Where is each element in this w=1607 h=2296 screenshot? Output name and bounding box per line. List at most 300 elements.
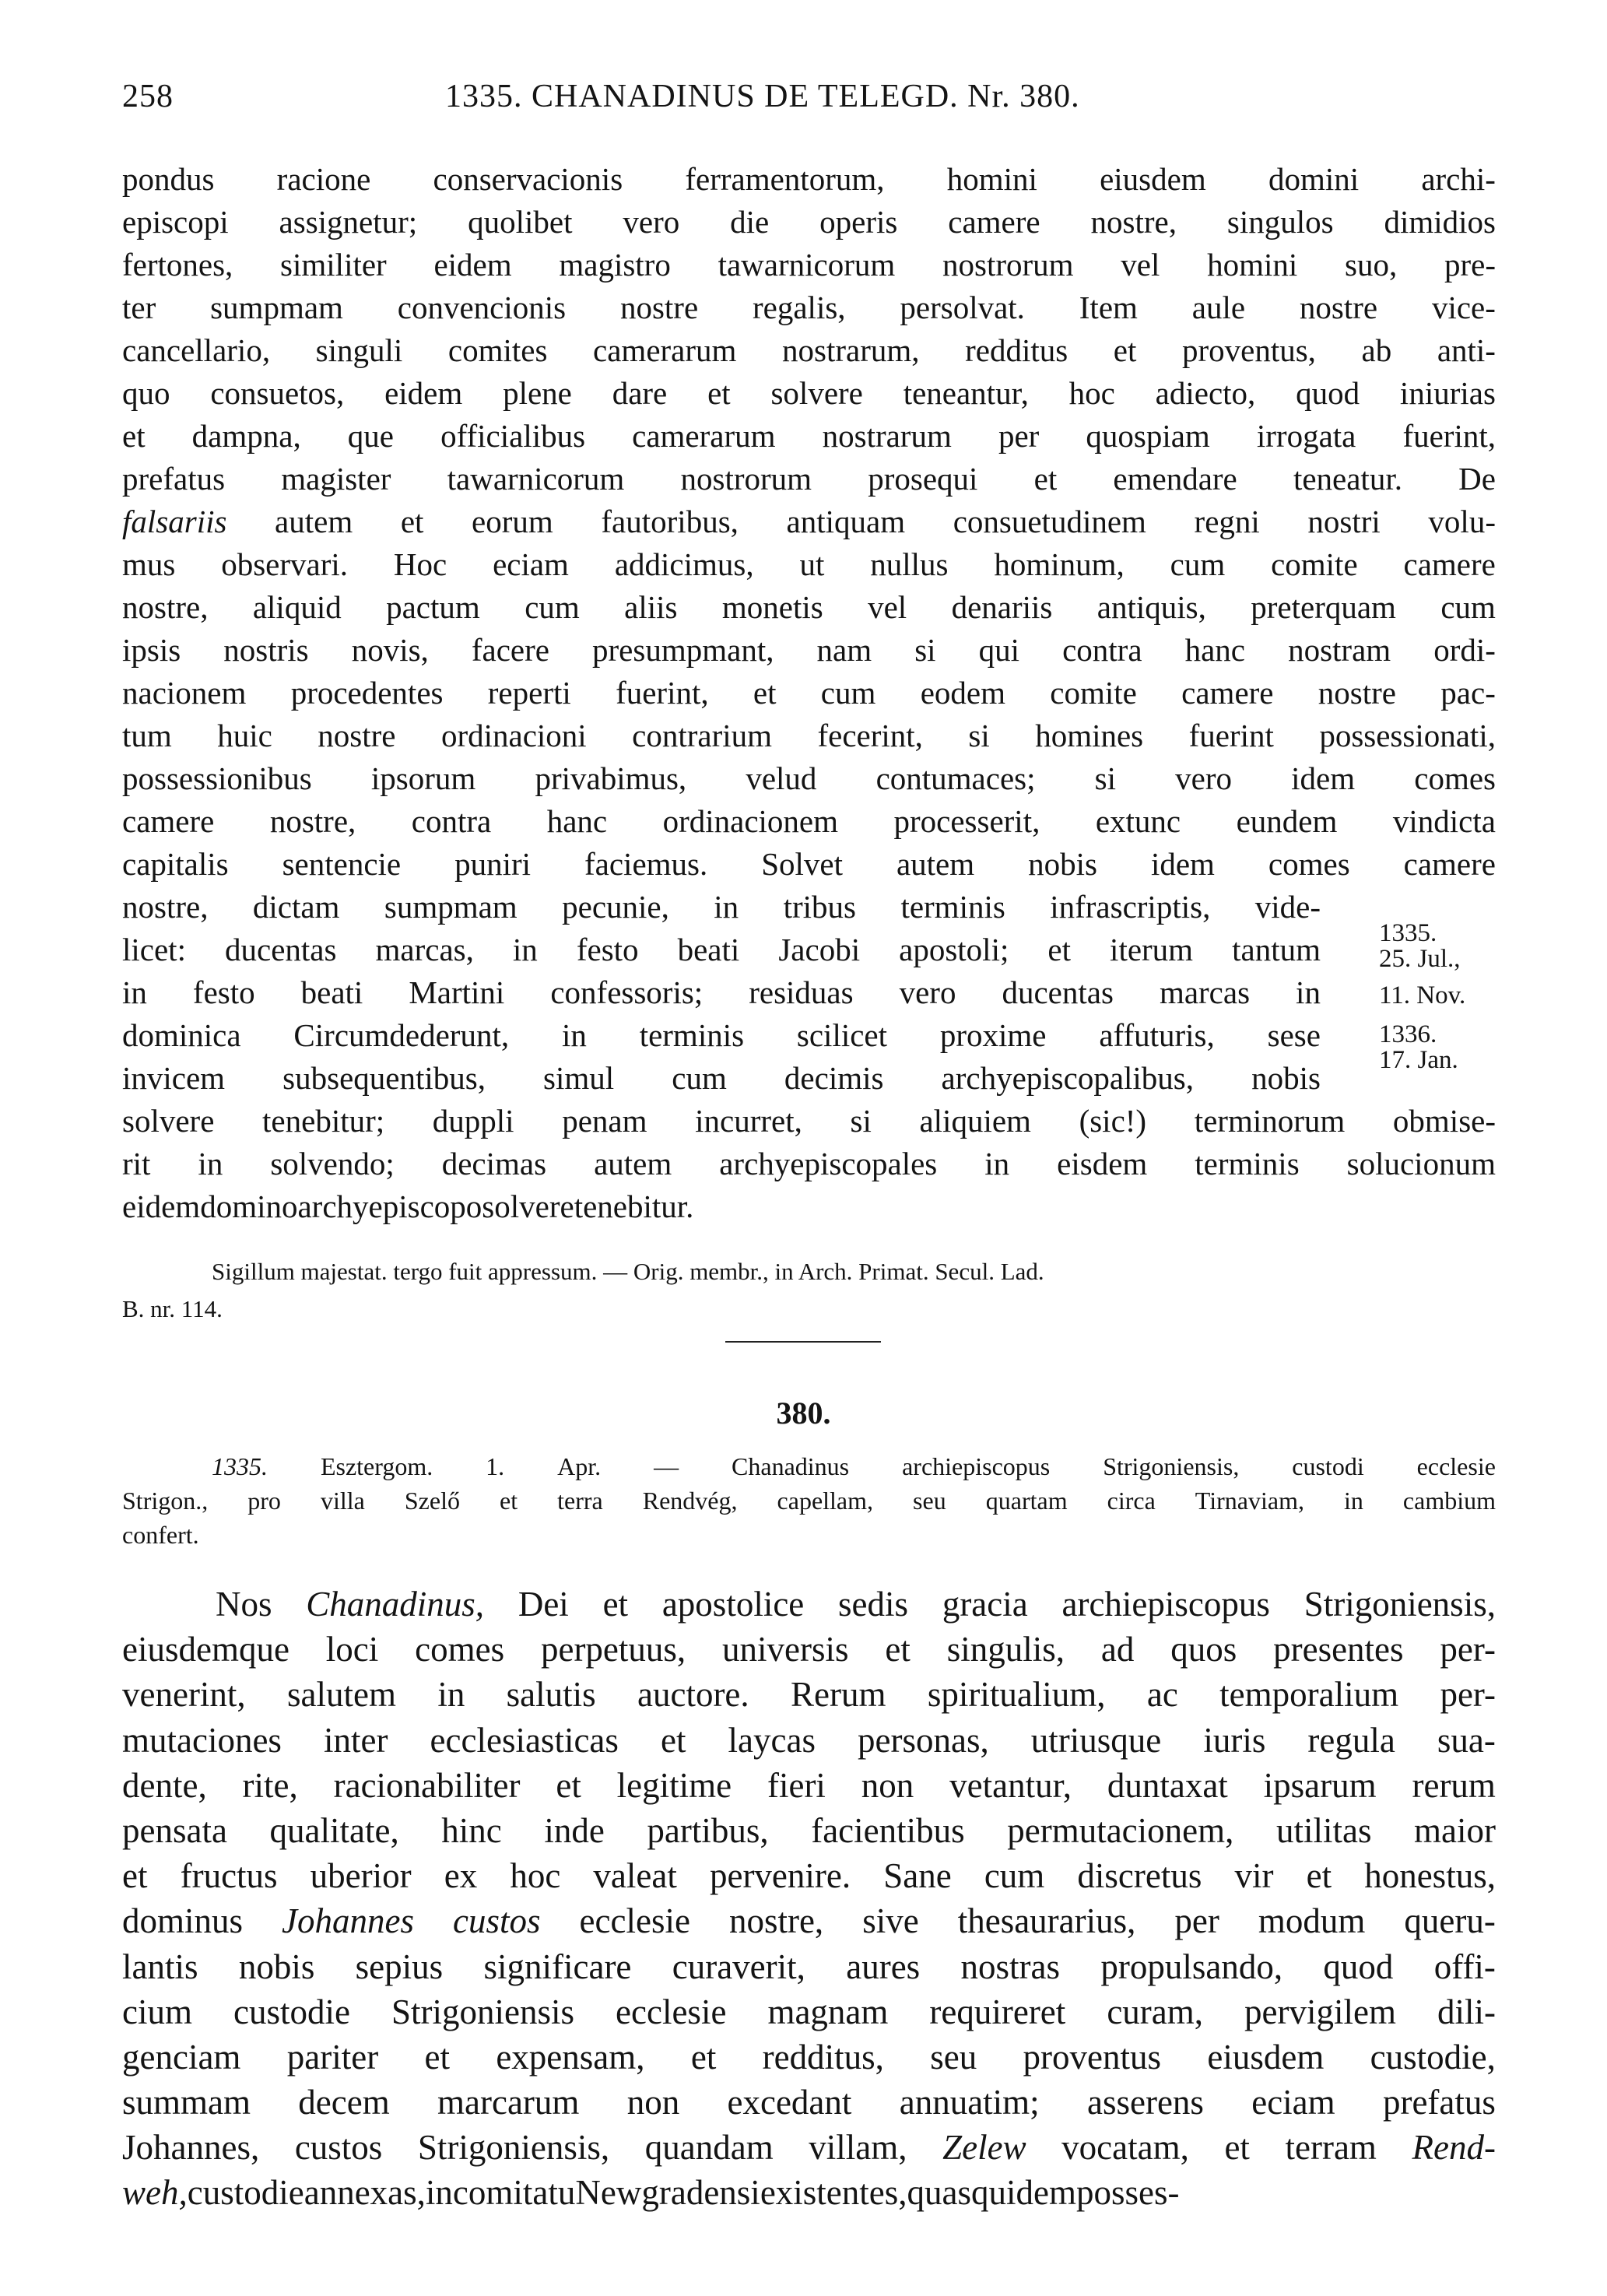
word: eodem <box>920 675 1005 711</box>
word: camerarum <box>632 418 776 454</box>
word: beati <box>300 974 363 1010</box>
text-line <box>122 329 1496 372</box>
word: contra <box>1062 632 1142 668</box>
word: quospiam <box>1086 418 1210 454</box>
word: Rerum <box>791 1675 886 1715</box>
word: salutis <box>506 1675 596 1715</box>
word: camere <box>948 204 1040 240</box>
word: dominica <box>122 1017 241 1053</box>
word: seu <box>913 1487 946 1515</box>
word: Jacobi <box>778 932 861 967</box>
word: annexas, <box>304 2173 426 2213</box>
word: duppli <box>432 1103 514 1139</box>
word: significare <box>483 1947 632 1986</box>
word: inde <box>544 1810 605 1850</box>
word: infrascriptis, <box>1050 889 1211 925</box>
word: archyepiscopalibus, <box>941 1060 1195 1096</box>
word: terminorum <box>1194 1103 1346 1139</box>
word: possessionati, <box>1319 718 1496 753</box>
word: Sane <box>883 1856 952 1896</box>
word: apostoli; <box>899 932 1009 967</box>
word: autem <box>594 1146 672 1181</box>
word: nostrarum, <box>782 332 920 368</box>
body-line <box>122 1898 1496 1943</box>
word: emendare <box>1113 461 1237 497</box>
word: apostolice <box>661 1585 805 1624</box>
word: sepius <box>355 1947 444 1986</box>
word: assignetur; <box>279 204 418 240</box>
word: episcopi <box>122 204 229 240</box>
word: villam, <box>809 2128 907 2168</box>
word: incurret, <box>695 1103 802 1139</box>
word: eundem <box>1236 803 1338 839</box>
word: beati <box>677 932 740 967</box>
word: per- <box>1440 1630 1496 1669</box>
word: perpetuus, <box>540 1630 686 1669</box>
word: archyepiscopales <box>719 1146 938 1181</box>
word: in <box>1296 974 1321 1010</box>
word: nostrorum <box>680 461 812 497</box>
word: ex <box>444 1856 478 1896</box>
word: genciam <box>122 2037 241 2077</box>
section-divider <box>725 1341 881 1343</box>
word: temporalium <box>1219 1675 1399 1715</box>
word: ecclesie <box>579 1901 690 1941</box>
word: pariter <box>286 2037 379 2077</box>
word: (sic!) <box>1079 1103 1147 1139</box>
word: licet: <box>122 932 186 967</box>
word: consuetudinem <box>953 504 1146 539</box>
word: posses- <box>1076 2173 1180 2213</box>
word: solvendo; <box>270 1146 395 1181</box>
word: pensata <box>122 1810 227 1850</box>
word: et <box>753 675 777 711</box>
word: nostris <box>223 632 309 668</box>
word: vero <box>1175 760 1232 796</box>
word: Zelew <box>942 2128 1026 2168</box>
word: valeat <box>593 1856 677 1896</box>
word: Rend- <box>1412 2128 1496 2168</box>
word: universis <box>722 1630 849 1669</box>
word: proventus <box>1023 2037 1162 2077</box>
word: queru- <box>1404 1901 1496 1941</box>
word: extunc <box>1095 803 1181 839</box>
word: marcas <box>1159 974 1251 1010</box>
word: capitalis <box>122 846 229 882</box>
word: regalis, <box>753 290 846 325</box>
word: addicimus, <box>614 546 754 582</box>
word: preterquam <box>1251 589 1396 625</box>
word: teneatur. <box>1293 461 1402 497</box>
body-line <box>122 1853 1496 1898</box>
word: vocatam, <box>1061 2128 1189 2168</box>
word: solucionum <box>1346 1146 1496 1181</box>
word: duntaxat <box>1107 1765 1228 1805</box>
word: magistro <box>559 247 671 283</box>
word: denariis <box>951 589 1053 625</box>
word: vice- <box>1431 290 1496 325</box>
word: comite <box>1271 546 1358 582</box>
word: facere <box>471 632 549 668</box>
word: tawarnicorum <box>447 461 625 497</box>
word: dictam <box>252 889 340 925</box>
text-line <box>122 372 1496 415</box>
word: venerint, <box>122 1675 246 1715</box>
word: vero <box>899 974 956 1010</box>
word: idem <box>1291 760 1356 796</box>
word: solvere <box>770 375 863 411</box>
word: pecunie, <box>562 889 669 925</box>
word: Newgradensi <box>575 2173 760 2213</box>
word: eiusdem <box>1100 161 1206 197</box>
word: et <box>885 1630 911 1669</box>
text-line <box>122 1185 1496 1228</box>
word: eiusdem <box>1207 2037 1325 2077</box>
word: fecerint, <box>817 718 923 753</box>
word: et <box>1033 461 1058 497</box>
word: ipsarum <box>1263 1765 1377 1805</box>
body-line <box>122 1718 1496 1763</box>
word: vindicta <box>1392 803 1496 839</box>
text-line <box>122 543 1496 586</box>
word: autem <box>275 504 353 539</box>
text-line <box>122 500 1496 543</box>
word: si <box>914 632 936 668</box>
word: propulsando, <box>1100 1947 1283 1986</box>
body-line <box>122 2034 1496 2080</box>
word: modum <box>1258 1901 1366 1941</box>
margin-date-year-1336: 1336. <box>1379 1020 1437 1048</box>
word: Strigoniensis, <box>417 2128 610 2168</box>
word: cium <box>122 1992 192 2031</box>
word: sive <box>862 1901 919 1941</box>
word: pondus <box>122 161 215 197</box>
word: ad <box>1100 1630 1135 1669</box>
word: nostre, <box>1090 204 1177 240</box>
word: in <box>984 1146 1010 1181</box>
word: tantum <box>1232 932 1321 967</box>
word: marcarum <box>437 2083 580 2122</box>
word: huic <box>217 718 272 753</box>
word: in <box>1343 1487 1363 1515</box>
word: weh, <box>122 2173 188 2213</box>
word: gracia <box>942 1585 1028 1624</box>
word: honestus, <box>1364 1856 1496 1896</box>
word: hinc <box>441 1810 502 1850</box>
word: affuturis, <box>1099 1017 1215 1053</box>
word: archiepiscopus <box>1061 1585 1270 1624</box>
word: hanc <box>546 803 608 839</box>
word: nostram <box>1288 632 1391 668</box>
word: fuerint <box>1188 718 1274 753</box>
word: personas, <box>858 1720 989 1760</box>
word: vetantur, <box>949 1765 1072 1805</box>
word: et <box>602 1585 629 1624</box>
source-note-line: B. nr. 114. <box>122 1295 223 1322</box>
word: cum <box>1440 589 1496 625</box>
word: proxime <box>939 1017 1047 1053</box>
word: plene <box>503 375 572 411</box>
word: nobis <box>1028 846 1097 882</box>
word: in <box>561 1017 587 1053</box>
word: custodie <box>233 1992 350 2031</box>
word: archyepiscopo <box>297 1188 482 1224</box>
word: ordi- <box>1433 632 1496 668</box>
word: anti- <box>1437 332 1496 368</box>
word: terra <box>557 1487 603 1515</box>
word: quandam <box>644 2128 774 2168</box>
word: archi- <box>1421 161 1496 197</box>
regest-line <box>122 1483 1496 1518</box>
word: tribus <box>783 889 857 925</box>
word: tenebitur. <box>574 1188 694 1224</box>
word: regni <box>1194 504 1260 539</box>
body-line <box>122 1944 1496 1989</box>
word: comes <box>1414 760 1496 796</box>
word: quod <box>1296 375 1360 411</box>
word: terminis <box>639 1017 745 1053</box>
body-line <box>122 1808 1496 1853</box>
word: quas <box>907 2173 972 2213</box>
word: eidem <box>384 375 463 411</box>
word: qui <box>978 632 1020 668</box>
word: decem <box>298 2083 390 2122</box>
word: salutem <box>287 1675 396 1715</box>
word: rite, <box>242 1765 298 1805</box>
word: puniri <box>454 846 532 882</box>
word: persolvat. <box>900 290 1025 325</box>
word: in <box>714 889 739 925</box>
word: utilitas <box>1275 1810 1372 1850</box>
word: prosequi <box>868 461 978 497</box>
word: terram <box>1285 2128 1377 2168</box>
word: Johannes, <box>122 2128 260 2168</box>
word: vir <box>1234 1856 1274 1896</box>
word: ducentas <box>1002 974 1114 1010</box>
word: antiquam <box>786 504 906 539</box>
word: in <box>512 932 538 967</box>
word: nostre <box>1318 675 1396 711</box>
word: operis <box>819 204 898 240</box>
word: hanc <box>1184 632 1245 668</box>
word: tum <box>122 718 172 753</box>
word: vel <box>1121 247 1160 283</box>
word: tenebitur; <box>262 1103 385 1139</box>
word: villa <box>320 1487 365 1515</box>
word: Hoc <box>393 546 447 582</box>
word: Nos <box>216 1585 272 1624</box>
word: iterum <box>1110 932 1194 967</box>
word: die <box>730 204 770 240</box>
word: nostre <box>318 718 396 753</box>
word: quo <box>122 375 170 411</box>
word: proventus, <box>1181 332 1316 368</box>
word: redditus, <box>762 2037 884 2077</box>
word: obmise- <box>1392 1103 1496 1139</box>
word: nam <box>816 632 872 668</box>
word: solvere <box>122 1103 215 1139</box>
text-line <box>122 1143 1496 1185</box>
word: dili- <box>1437 1992 1496 2031</box>
word: fertones, <box>122 247 233 283</box>
word: camerarum <box>593 332 737 368</box>
word: sedis <box>838 1585 909 1624</box>
word: custodi <box>1292 1452 1364 1480</box>
word: regula <box>1307 1720 1395 1760</box>
word: possessionibus <box>122 760 312 796</box>
word: in <box>198 1146 223 1181</box>
word: eorum <box>472 504 553 539</box>
word: partibus, <box>647 1810 769 1850</box>
word: fuerint, <box>1402 418 1496 454</box>
word: conservacionis <box>433 161 623 197</box>
word: et <box>122 1856 148 1896</box>
word: nostri <box>1307 504 1381 539</box>
word: Strigoniensis, <box>1303 1585 1496 1624</box>
running-head <box>122 78 1523 125</box>
word: inter <box>324 1720 388 1760</box>
word: Esztergom. <box>320 1452 433 1480</box>
word: velud <box>746 760 817 796</box>
word: pactum <box>386 589 480 625</box>
text-line <box>122 1100 1496 1143</box>
word: marcas, <box>375 932 474 967</box>
word: homines <box>1035 718 1144 753</box>
word: custos <box>294 2128 383 2168</box>
word: convencionis <box>397 290 567 325</box>
word: in <box>425 2173 453 2213</box>
word: mus <box>122 546 176 582</box>
word: et <box>707 375 731 411</box>
body-line <box>122 1672 1496 1717</box>
word: hominum, <box>994 546 1125 582</box>
word: tawarnicorum <box>718 247 896 283</box>
word: ferramentorum, <box>685 161 885 197</box>
word: hoc <box>510 1856 561 1896</box>
word: camere <box>122 803 215 839</box>
word: — <box>654 1452 679 1480</box>
word: et <box>1047 932 1071 967</box>
word: eisdem <box>1057 1146 1148 1181</box>
word: facientibus <box>811 1810 965 1850</box>
word: annuatim; <box>899 2083 1040 2122</box>
word: aule <box>1191 290 1246 325</box>
word: Tirnaviam, <box>1195 1487 1304 1515</box>
word: thesaurarius, <box>957 1901 1136 1941</box>
word: cum <box>984 1856 1045 1896</box>
regest-line <box>122 1449 1496 1483</box>
word: spiritualium, <box>927 1675 1106 1715</box>
word: Dei <box>518 1585 569 1624</box>
word: et <box>400 504 424 539</box>
text-line <box>122 929 1321 971</box>
word: circa <box>1107 1487 1156 1515</box>
word: dente, <box>122 1765 207 1805</box>
word: iniurias <box>1399 375 1496 411</box>
word: nostras <box>960 1947 1061 1986</box>
word: cambium <box>1402 1487 1496 1515</box>
word: idem <box>1150 846 1215 882</box>
word: aliis <box>624 589 678 625</box>
word: nostre <box>1299 290 1378 325</box>
word: Circumdederunt, <box>293 1017 510 1053</box>
word: Strigon., <box>122 1487 209 1515</box>
word: nostrorum <box>942 247 1074 283</box>
word: rerum <box>1412 1765 1496 1805</box>
word: offi- <box>1433 1947 1496 1986</box>
word: dominus <box>122 1901 244 1941</box>
body-line <box>122 1763 1496 1808</box>
text-line <box>122 158 1496 201</box>
word: quod <box>1323 1947 1394 1986</box>
word: archiepiscopus <box>902 1452 1051 1480</box>
word: irrogata <box>1256 418 1356 454</box>
word: sua- <box>1437 1720 1496 1760</box>
word: cum <box>820 675 876 711</box>
word: reperti <box>487 675 571 711</box>
word: nostre <box>619 290 699 325</box>
word: per <box>1174 1901 1219 1941</box>
word: nostre, <box>122 589 209 625</box>
word: Szelő <box>404 1487 460 1515</box>
text-line <box>122 1014 1321 1057</box>
word: domino <box>200 1188 298 1224</box>
word: custodie, <box>1370 2037 1496 2077</box>
word: ut <box>799 546 825 582</box>
word: ordinacioni <box>440 718 587 753</box>
word: homini <box>1207 247 1298 283</box>
word: ter <box>122 290 156 325</box>
running-title: 1335. CHANADINUS DE TELEGD. Nr. 380. <box>445 79 1080 114</box>
word: discretus <box>1077 1856 1202 1896</box>
word: qualitate, <box>269 1810 399 1850</box>
word: comites <box>447 332 548 368</box>
text-line <box>122 415 1496 458</box>
word: pre- <box>1444 247 1496 283</box>
word: similiter <box>280 247 387 283</box>
word: pervigilem <box>1244 1992 1396 2031</box>
word: ac <box>1146 1675 1178 1715</box>
word: et <box>660 1720 686 1760</box>
document-regest <box>122 1449 1496 1552</box>
word: si <box>968 718 990 753</box>
word: faciemus. <box>584 846 708 882</box>
word: non <box>861 1765 914 1805</box>
continued-charter-text <box>122 158 1496 1228</box>
word: cancellario, <box>122 332 271 368</box>
word: si <box>850 1103 872 1139</box>
word: mutaciones <box>122 1720 282 1760</box>
word: rit <box>122 1146 151 1181</box>
text-line <box>122 201 1496 244</box>
word: sentencie <box>282 846 402 882</box>
word: dampna, <box>191 418 301 454</box>
word: legitime <box>616 1765 732 1805</box>
word: decimas <box>441 1146 547 1181</box>
word: Strigoniensis <box>391 1992 575 2031</box>
word: observari. <box>221 546 349 582</box>
source-note <box>122 1253 1496 1328</box>
text-line <box>122 1057 1321 1100</box>
text-line <box>122 286 1496 329</box>
word: eciam <box>1251 2083 1335 2122</box>
word: comes <box>1268 846 1350 882</box>
word: fructus <box>180 1856 278 1896</box>
word: nobis <box>238 1947 315 1986</box>
word: et <box>1306 1856 1332 1896</box>
word: ordinacionem <box>662 803 839 839</box>
word: De <box>1458 461 1496 497</box>
